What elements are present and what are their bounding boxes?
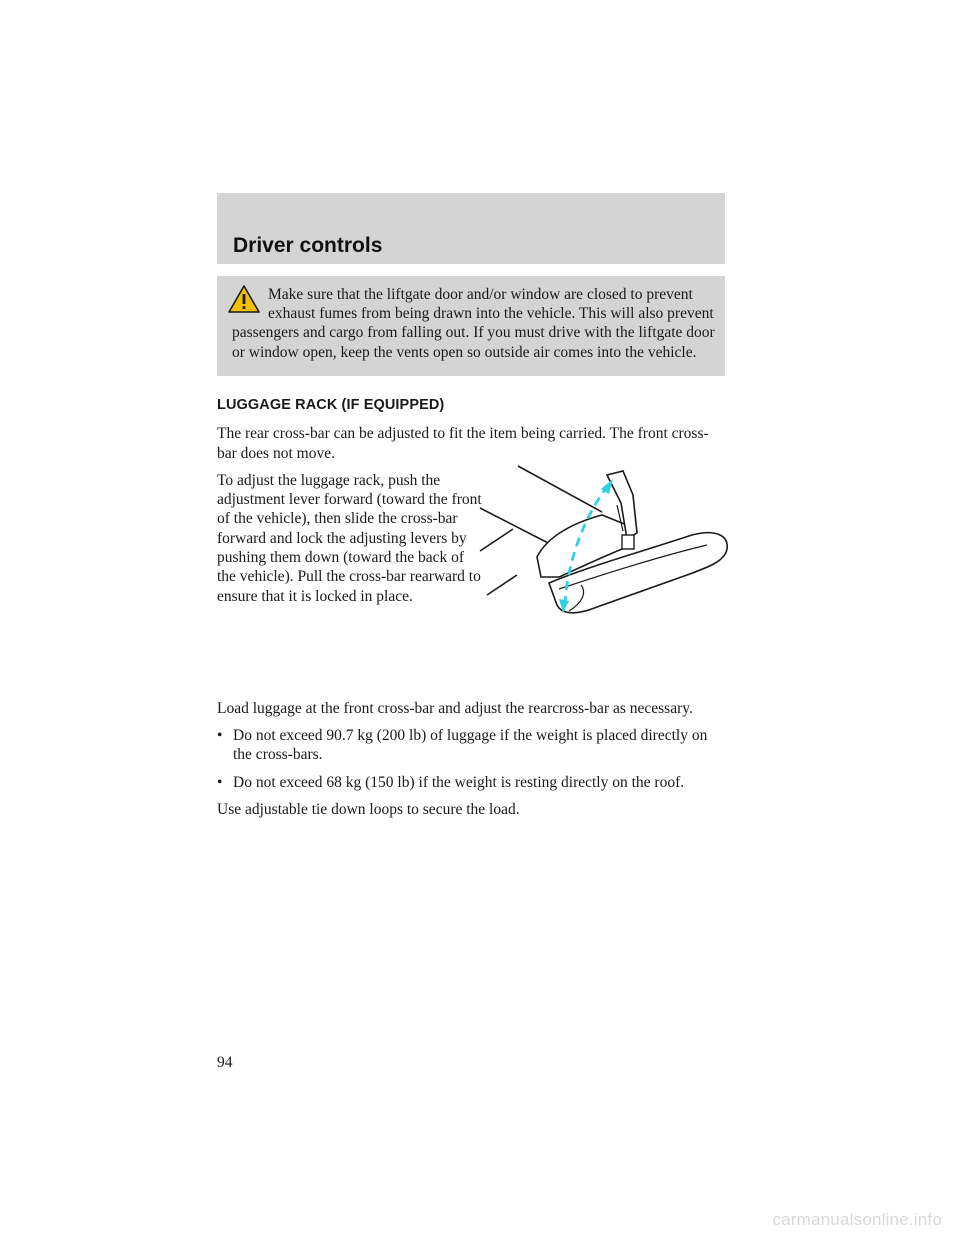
list-item-text: Do not exceed 68 kg (150 lb) if the weight is resting directly on the roof. (233, 773, 685, 791)
section-title: Driver controls (233, 234, 383, 257)
warning-text: Make sure that the liftgate door and/or window are closed to prevent exhaust fumes from being drawn into the vehicle. This will also prevent passengers and cargo from falling out. If you must drive with the liftgate door or window open, keep the vents open so outside air comes into the vehicle. (232, 286, 715, 361)
warning-text-block (232, 285, 717, 362)
list-item (217, 773, 725, 792)
list-item-text: Do not exceed 90.7 kg (200 lb) of luggage if the weight is placed directly on the cross-bars. (233, 727, 708, 764)
list-item (217, 726, 725, 765)
section-header-band (217, 193, 725, 264)
weight-limit-list (217, 726, 725, 792)
adjust-instructions: To adjust the luggage rack, push the adjustment lever forward (toward the front of the vehicle), then slide the cross-bar forward and lock the adjusting levers by pushing them down (toward the back of the vehicle). Pull the cross-bar rearward to ensure that it is locked in place. (217, 471, 482, 605)
watermark: carmanualsonline.info (772, 1210, 942, 1229)
load-instructions: Load luggage at the front cross-bar and adjust the rearcross-bar as necessary. (217, 699, 693, 717)
bullet-glyph: • (217, 773, 223, 791)
adjust-section (217, 471, 725, 691)
tie-down-instructions: Use adjustable tie down loops to secure the load. (217, 801, 520, 819)
warning-box (217, 276, 725, 376)
luggage-rack-heading: LUGGAGE RACK (IF EQUIPPED) (217, 397, 445, 413)
luggage-rack-lever-illustration (477, 465, 742, 617)
page-number: 94 (217, 1054, 233, 1071)
bullet-glyph: • (217, 727, 223, 745)
main-content (217, 396, 725, 827)
luggage-rack-intro: The rear cross-bar can be adjusted to fit the item being carried. The front cross-bar does not move. (217, 425, 709, 462)
